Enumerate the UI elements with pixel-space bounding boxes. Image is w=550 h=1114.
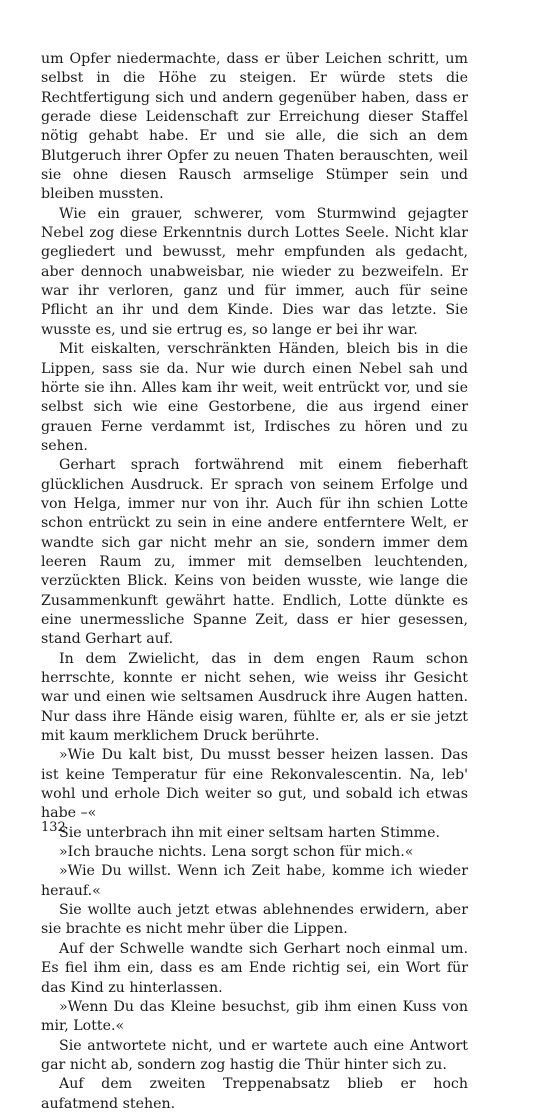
paragraph: Wie ein grauer, schwerer, vom Sturmwind gejagter Nebel zog diese Erkenntnis durch Lottes Seele. Nicht klar gegliedert und bewusst, mehr empfunden als gedacht, aber dennoch unabweisbar, nie wieder zu bezweifeln. Er war ihr verloren, ganz und für immer, auch für seine Pflicht an ihr und dem Kinde. Dies war das letzte. Sie wusste es, und sie ertrug es, so lange er bei ihr war. — [41, 205, 468, 338]
paragraph: Mit eiskalten, verschränkten Händen, bleich bis in die Lippen, sass sie da. Nur wie durch einen Nebel sah und hörte sie ihn. Alles kam ihr weit, weit entrückt vor, und sie selbst sich wie eine Gestorbene, die aus irgend einer grauen Ferne verdammt ist, Irdisches zu hören und zu sehen. — [41, 341, 468, 454]
paragraph: Sie antwortete nicht, und er wartete auch eine Antwort gar nicht ab, sondern zog hastig die Thür hinter sich zu. — [41, 1037, 468, 1073]
paragraph: »Wie Du kalt bist, Du musst besser heizen lassen. Das ist keine Temperatur für eine Rekonvalescentin. Na, leb' wohl und erhole Dich weiter so gut, und sobald ich etwas habe –« — [41, 747, 468, 822]
paragraph: Auf dem zweiten Treppenabsatz blieb er hoch aufatmend stehen. — [41, 1076, 468, 1112]
paragraph: Gerhart sprach fortwährend mit einem fieberhaft glücklichen Ausdruck. Er sprach von seinem Erfolge und von Helga, immer nur von ihr. Auch für ihn schien Lotte schon entrückt zu sein in eine andere entferntere Welt, er wandte sich gar nicht mehr an sie, sondern immer dem leeren Raum zu, immer mit demselben leuchtenden, verzückten Blick. Keins von beiden wusste, wie lange die Zusammenkunft gewährt hatte. Endlich, Lotte dünkte es eine unermessliche Spanne Zeit, dass er hier gesessen, stand Gerhart auf. — [41, 457, 468, 648]
paragraph: Sie unterbrach ihn mit einer seltsam harten Stimme. — [59, 824, 441, 841]
paragraph: »Wie Du willst. Wenn ich Zeit habe, komme ich wieder herauf.« — [41, 863, 468, 899]
paragraph: »Ich brauche nichts. Lena sorgt schon für mich.« — [59, 844, 414, 861]
body-text — [41, 50, 468, 1114]
paragraph: In dem Zwielicht, das in dem engen Raum schon herrschte, konnte er nicht sehen, wie weiss ihr Gesicht war und einen wie seltsamen Ausdruck ihre Augen hatten. Nur dass ihre Hände eisig waren, fühlte er, als er sie jetzt mit kaum merklichem Druck berührte. — [41, 650, 468, 745]
paragraph: »Wenn Du das Kleine besuchst, gib ihm einen Kuss von mir, Lotte.« — [41, 998, 468, 1035]
paragraph: Sie wollte auch jetzt etwas ablehnendes erwidern, aber sie brachte es nicht mehr über die Lippen. — [41, 902, 468, 938]
paragraph-continuation: um Opfer niedermachte, dass er über Leichen schritt, um selbst in die Höhe zu steigen. Er würde stets die Rechtfertigung sich und andern gegenüber haben, dass er gerade diese Leidenschaft zur Erreichung dieser Staffel nötig gehabt habe. Er und sie alle, die sich an dem Blutgeruch ihrer Opfer zu neuen Thaten berauschten, weil sie ohne diesen Rausch armselige Stümper sein und bleiben mussten. — [41, 51, 468, 203]
paragraph: Auf der Schwelle wandte sich Gerhart noch einmal um. Es fiel ihm ein, dass es am Ende richtig sei, ein Wort für das Kind zu hinterlassen. — [41, 940, 468, 996]
page-number: 132 — [41, 820, 66, 835]
